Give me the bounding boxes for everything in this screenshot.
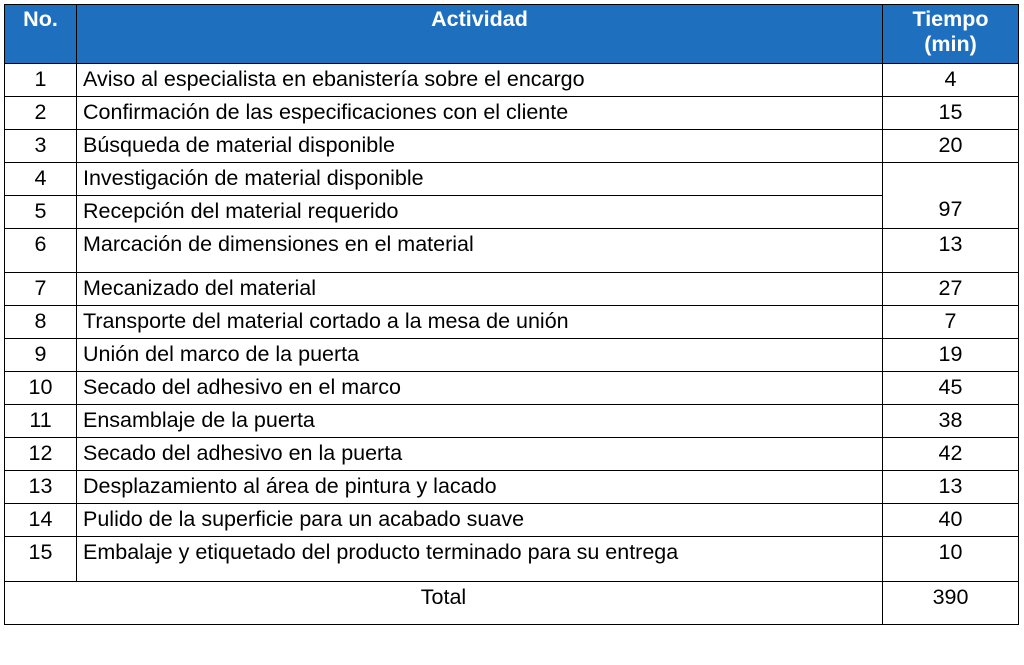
row-number: 14 [5, 504, 77, 537]
table-row [5, 130, 1019, 163]
row-activity: Ensamblaje de la puerta [77, 405, 883, 438]
header-time-line1: Tiempo [912, 7, 989, 31]
header-row [5, 5, 1019, 64]
table-row [5, 64, 1019, 97]
row-number: 15 [5, 537, 77, 582]
row-activity: Investigación de material disponible [77, 163, 883, 196]
header-no: No. [5, 5, 77, 64]
table-row [5, 163, 1019, 196]
activity-time-table [4, 4, 1019, 625]
header-activity: Actividad [77, 5, 883, 64]
table-row [5, 372, 1019, 405]
row-number: 1 [5, 64, 77, 97]
header-time [883, 5, 1019, 64]
row-activity: Confirmación de las especificaciones con el cliente [77, 97, 883, 130]
table-row [5, 196, 1019, 229]
table-row [5, 273, 1019, 306]
row-time: 4 [883, 64, 1019, 97]
row-activity: Secado del adhesivo en la puerta [77, 438, 883, 471]
row-activity: Unión del marco de la puerta [77, 339, 883, 372]
row-number: 5 [5, 196, 77, 229]
row-time: 42 [883, 438, 1019, 471]
table-row [5, 229, 1019, 273]
table-row [5, 306, 1019, 339]
table-row [5, 504, 1019, 537]
table-row [5, 97, 1019, 130]
row-activity: Aviso al especialista en ebanistería sobre el encargo [77, 64, 883, 97]
row-number: 10 [5, 372, 77, 405]
row-activity: Marcación de dimensiones en el material [77, 229, 883, 273]
row-activity: Embalaje y etiquetado del producto terminado para su entrega [77, 537, 883, 582]
row-activity: Transporte del material cortado a la mesa de unión [77, 306, 883, 339]
table-row [5, 339, 1019, 372]
row-number: 11 [5, 405, 77, 438]
row-number: 2 [5, 97, 77, 130]
table-row [5, 537, 1019, 582]
row-time: 10 [883, 537, 1019, 582]
row-time: 38 [883, 405, 1019, 438]
row-time: 19 [883, 339, 1019, 372]
row-activity: Pulido de la superficie para un acabado suave [77, 504, 883, 537]
row-time: 45 [883, 372, 1019, 405]
row-time: 27 [883, 273, 1019, 306]
row-time: 20 [883, 130, 1019, 163]
row-time: 13 [883, 229, 1019, 273]
row-activity: Mecanizado del material [77, 273, 883, 306]
total-row [5, 582, 1019, 625]
row-time: 15 [883, 97, 1019, 130]
total-value: 390 [883, 582, 1019, 625]
row-time-merged: 97 [883, 163, 1019, 229]
total-label: Total [5, 582, 883, 625]
row-number: 7 [5, 273, 77, 306]
row-number: 4 [5, 163, 77, 196]
table-row [5, 438, 1019, 471]
row-number: 13 [5, 471, 77, 504]
row-time: 13 [883, 471, 1019, 504]
header-time-line2: (min) [924, 32, 977, 56]
row-activity: Búsqueda de material disponible [77, 130, 883, 163]
row-number: 9 [5, 339, 77, 372]
row-number: 3 [5, 130, 77, 163]
activity-time-table-container [4, 4, 1019, 625]
row-number: 6 [5, 229, 77, 273]
row-number: 12 [5, 438, 77, 471]
row-number: 8 [5, 306, 77, 339]
table-row [5, 405, 1019, 438]
row-time: 40 [883, 504, 1019, 537]
table-row [5, 471, 1019, 504]
row-activity: Secado del adhesivo en el marco [77, 372, 883, 405]
row-time: 7 [883, 306, 1019, 339]
row-activity: Desplazamiento al área de pintura y lacado [77, 471, 883, 504]
row-activity: Recepción del material requerido [77, 196, 883, 229]
